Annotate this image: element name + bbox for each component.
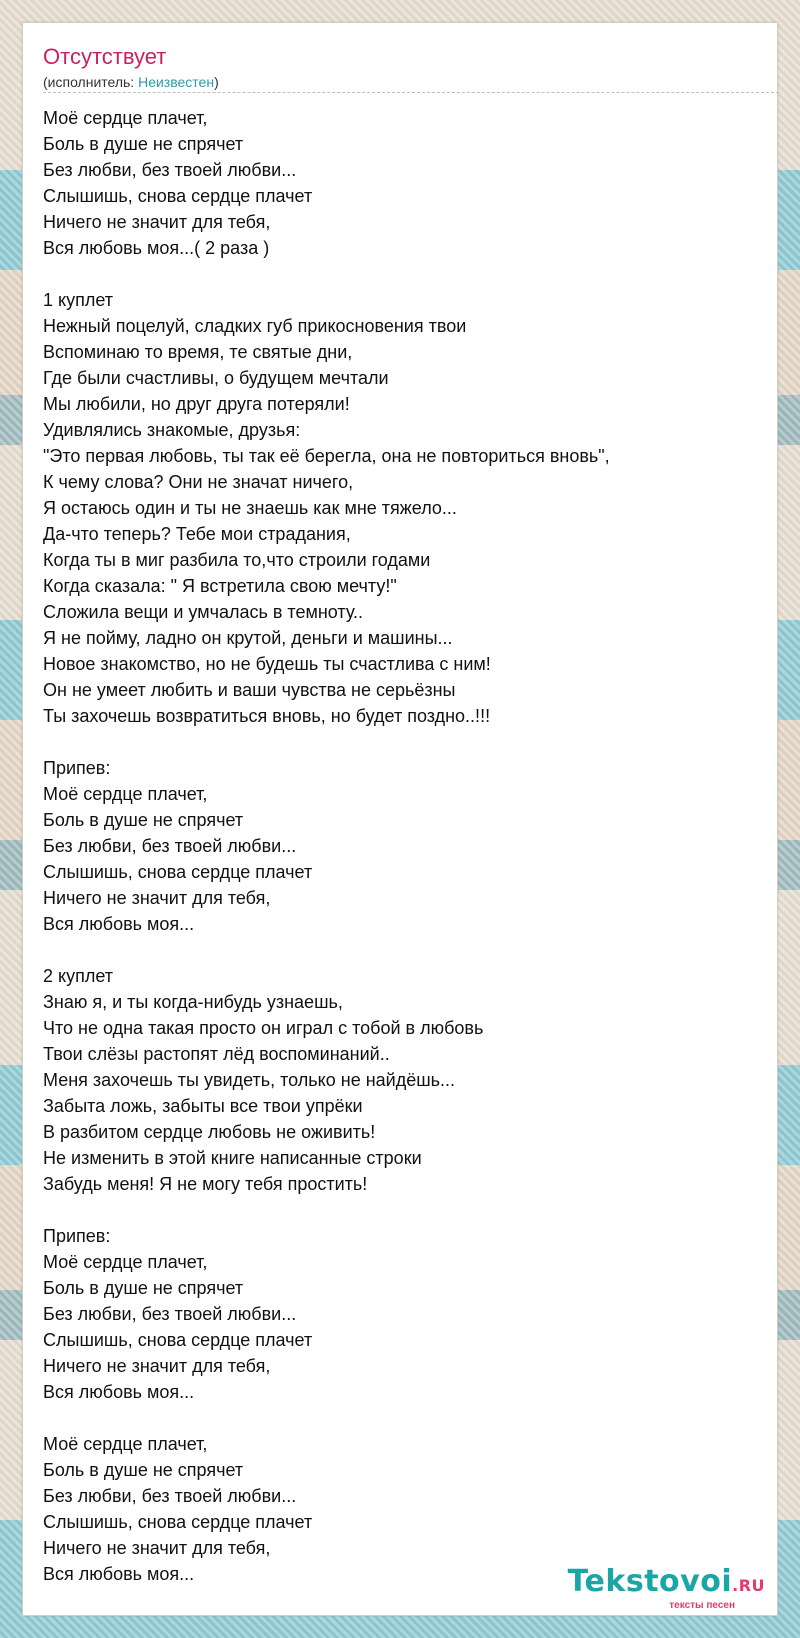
lyrics-line: Слышишь, снова сердце плачет <box>43 186 313 206</box>
lyrics-line: Слышишь, снова сердце плачет <box>43 1512 313 1532</box>
lyrics-line: Меня захочешь ты увидеть, только не найдёшь... <box>43 1070 456 1090</box>
title-divider <box>43 92 779 93</box>
lyrics-blank-line <box>43 729 763 755</box>
artist-prefix: (исполнитель: <box>43 74 139 90</box>
lyrics-line: Припев: <box>43 758 111 778</box>
lyrics-line: Припев: <box>43 1226 111 1246</box>
lyrics-line: Когда сказала: " Я встретила свою мечту!" <box>43 576 397 596</box>
lyrics-line: "Это первая любовь, ты так её берегла, она не повториться вновь", <box>43 446 610 466</box>
lyrics-blank-line <box>43 937 763 963</box>
lyrics-line: Забыта ложь, забыты все твои упрёки <box>43 1096 363 1116</box>
logo-tagline: тексты песен <box>669 1600 735 1611</box>
lyrics-line: Когда ты в миг разбила то,что строили годами <box>43 550 431 570</box>
lyrics-line: Вспоминаю то время, те святые дни, <box>43 342 353 362</box>
lyrics-blank-line <box>43 1197 763 1223</box>
lyrics-line: Удивлялись знакомые, друзья: <box>43 420 301 440</box>
lyrics-line: Я не пойму, ладно он крутой, деньги и машины... <box>43 628 453 648</box>
lyrics-line: Ничего не значит для тебя, <box>43 1356 271 1376</box>
lyrics-line: Вся любовь моя... <box>43 914 195 934</box>
lyrics-line: Ты захочешь возвратиться вновь, но будет поздно..!!! <box>43 706 491 726</box>
lyrics-line: Боль в душе не спрячет <box>43 810 244 830</box>
lyrics-line: 2 куплет <box>43 966 113 986</box>
lyrics-line: Без любви, без твоей любви... <box>43 160 297 180</box>
lyrics-line: Новое знакомство, но не будешь ты счастлива с ним! <box>43 654 491 674</box>
lyrics-line: Что не одна такая просто он играл с тобой в любовь <box>43 1018 484 1038</box>
lyrics-line: Моё сердце плачет, <box>43 1434 208 1454</box>
lyrics-line: Ничего не значит для тебя, <box>43 888 271 908</box>
lyrics-text <box>43 105 763 1587</box>
lyrics-line: Боль в душе не спрячет <box>43 1278 244 1298</box>
lyrics-line: Знаю я, и ты когда-нибудь узнаешь, <box>43 992 343 1012</box>
song-title: Отсутствует <box>43 44 167 69</box>
logo-domain: .RU <box>732 1576 765 1595</box>
lyrics-line: Он не умеет любить и ваши чувства не серьёзны <box>43 680 456 700</box>
lyrics-blank-line <box>43 261 763 287</box>
lyrics-line: Боль в душе не спрячет <box>43 134 244 154</box>
lyrics-line: 1 куплет <box>43 290 113 310</box>
artist-link[interactable]: Неизвестен <box>138 74 215 90</box>
lyrics-line: Ничего не значит для тебя, <box>43 212 271 232</box>
lyrics-line: Нежный поцелуй, сладких губ прикосновения твои <box>43 316 467 336</box>
lyrics-line: Где были счастливы, о будущем мечтали <box>43 368 389 388</box>
lyrics-line: Вся любовь моя...( 2 раза ) <box>43 238 270 258</box>
lyrics-line: Вся любовь моя... <box>43 1382 195 1402</box>
lyrics-line: Без любви, без твоей любви... <box>43 1486 297 1506</box>
artist-suffix: ) <box>214 74 219 90</box>
lyrics-line: К чему слова? Они не значат ничего, <box>43 472 354 492</box>
lyrics-line: Моё сердце плачет, <box>43 108 208 128</box>
logo-wordmark <box>568 1566 765 1602</box>
lyrics-line: Твои слёзы растопят лёд воспоминаний.. <box>43 1044 390 1064</box>
lyrics-line: Без любви, без твоей любви... <box>43 1304 297 1324</box>
site-logo[interactable] <box>568 1566 765 1611</box>
lyrics-line: Слышишь, снова сердце плачет <box>43 862 313 882</box>
lyrics-line: Слышишь, снова сердце плачет <box>43 1330 313 1350</box>
lyrics-line: Вся любовь моя... <box>43 1564 195 1584</box>
lyrics-line: Без любви, без твоей любви... <box>43 836 297 856</box>
lyrics-line: В разбитом сердце любовь не оживить! <box>43 1122 376 1142</box>
lyrics-line: Боль в душе не спрячет <box>43 1460 244 1480</box>
lyrics-line: Да-что теперь? Тебе мои страдания, <box>43 524 351 544</box>
lyrics-line: Сложила вещи и умчалась в темноту.. <box>43 602 364 622</box>
lyrics-line: Я остаюсь один и ты не знаешь как мне тяжело... <box>43 498 457 518</box>
lyrics-line: Ничего не значит для тебя, <box>43 1538 271 1558</box>
artist-line <box>43 73 219 91</box>
logo-name: Tekstovoi <box>567 1564 733 1599</box>
lyrics-line: Моё сердце плачет, <box>43 1252 208 1272</box>
lyrics-line: Моё сердце плачет, <box>43 784 208 804</box>
lyrics-blank-line <box>43 1405 763 1431</box>
lyrics-line: Не изменить в этой книге написанные строки <box>43 1148 422 1168</box>
lyrics-line: Мы любили, но друг друга потеряли! <box>43 394 350 414</box>
lyrics-card <box>22 22 778 1616</box>
lyrics-line: Забудь меня! Я не могу тебя простить! <box>43 1174 368 1194</box>
